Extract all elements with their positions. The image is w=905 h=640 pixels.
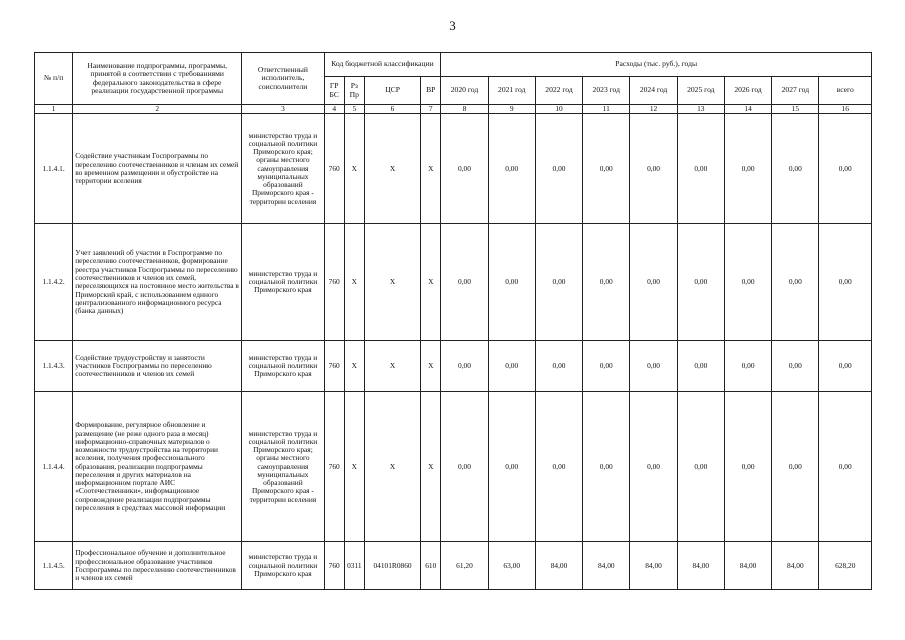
- row-value: 0,00: [724, 224, 771, 341]
- row-value: 0,00: [535, 114, 582, 224]
- row-total: 0,00: [819, 224, 872, 341]
- row-name: Формирование, регулярное обновление и размещение (не реже одного раза в месяц) информационно-справочных материалов о возможности трудоустройства на территории вселения, получения профессионального образования, реализации подпрограммы переселения и других материалов на информационном портале АИС «Соотечественники», информационное сопровождение реализации подпрограммы переселения в средствах массовой информации: [73, 392, 242, 542]
- col-number: 9: [488, 105, 535, 114]
- row-num: 1.1.4.1.: [35, 114, 73, 224]
- row-value: 0,00: [441, 341, 488, 392]
- row-grbs: 760: [324, 224, 344, 341]
- col-number: 15: [772, 105, 819, 114]
- row-vr: Х: [421, 114, 441, 224]
- header-executor: Ответственный исполнитель, соисполнители: [242, 53, 324, 105]
- row-name: Содействие участникам Госпрограммы по переселению соотечественников и членам их семей во временном размещении и обустройстве на территории вселения: [73, 114, 242, 224]
- col-number: 11: [583, 105, 630, 114]
- row-value: 0,00: [630, 392, 677, 542]
- row-value: 0,00: [724, 392, 771, 542]
- col-number: 4: [324, 105, 344, 114]
- header-num: № п/п: [35, 53, 73, 105]
- row-value: 0,00: [677, 114, 724, 224]
- row-value: 0,00: [630, 341, 677, 392]
- row-value: 84,00: [630, 542, 677, 590]
- row-executor: министерство труда и социальной политики Приморского края: [242, 224, 324, 341]
- row-csr: 04101R0860: [364, 542, 420, 590]
- row-value: 0,00: [441, 392, 488, 542]
- table-row: [35, 392, 872, 542]
- col-number: 16: [819, 105, 872, 114]
- col-number: 5: [344, 105, 364, 114]
- header-year: 2026 год: [724, 77, 771, 105]
- col-number: 6: [364, 105, 420, 114]
- col-number: 3: [242, 105, 324, 114]
- row-value: 84,00: [535, 542, 582, 590]
- header-year: 2024 год: [630, 77, 677, 105]
- header-csr: ЦСР: [364, 77, 420, 105]
- row-value: 0,00: [724, 341, 771, 392]
- row-executor: министерство труда и социальной политики Приморского края; органы местного самоуправления муниципальных образований Приморского края - территории вселения: [242, 392, 324, 542]
- col-number: 8: [441, 105, 488, 114]
- table-row: [35, 341, 872, 392]
- header-year: 2023 год: [583, 77, 630, 105]
- row-num: 1.1.4.3.: [35, 341, 73, 392]
- row-vr: Х: [421, 392, 441, 542]
- row-value: 0,00: [583, 392, 630, 542]
- row-rzpr: Х: [344, 392, 364, 542]
- page-number: 3: [449, 18, 456, 33]
- row-value: 0,00: [772, 224, 819, 341]
- row-grbs: 760: [324, 392, 344, 542]
- row-num: 1.1.4.4.: [35, 392, 73, 542]
- row-value: 0,00: [441, 224, 488, 341]
- row-value: 0,00: [772, 114, 819, 224]
- row-value: 0,00: [488, 224, 535, 341]
- table-row: [35, 542, 872, 590]
- row-num: 1.1.4.5.: [35, 542, 73, 590]
- row-executor: министерство труда и социальной политики Приморского края: [242, 542, 324, 590]
- header-vr: ВР: [421, 77, 441, 105]
- row-value: 61,20: [441, 542, 488, 590]
- row-name: Учет заявлений об участии в Госпрограмме по переселению соотечественников, формирование реестра участников Госпрограммы по переселению соотечественников и членов их семей, переселяющихся на постоянное место жительства в Приморский край, с использованием единого централизованного информационного ресурса (банка данных): [73, 224, 242, 341]
- row-total: 0,00: [819, 114, 872, 224]
- row-num: 1.1.4.2.: [35, 224, 73, 341]
- header-rzpr: Рз Пр: [344, 77, 364, 105]
- row-grbs: 760: [324, 542, 344, 590]
- row-rzpr: Х: [344, 114, 364, 224]
- row-vr: Х: [421, 224, 441, 341]
- row-executor: министерство труда и социальной политики Приморского края: [242, 341, 324, 392]
- row-value: 84,00: [772, 542, 819, 590]
- header-expenses: Расходы (тыс. руб.), годы: [441, 53, 872, 77]
- row-value: 0,00: [488, 392, 535, 542]
- header-year: 2021 год: [488, 77, 535, 105]
- col-number: 1: [35, 105, 73, 114]
- col-number: 13: [677, 105, 724, 114]
- col-number: 2: [73, 105, 242, 114]
- row-value: 0,00: [583, 224, 630, 341]
- row-csr: Х: [364, 392, 420, 542]
- row-value: 0,00: [772, 341, 819, 392]
- row-value: 84,00: [724, 542, 771, 590]
- row-vr: Х: [421, 341, 441, 392]
- row-value: 0,00: [630, 224, 677, 341]
- header-name: Наименование подпрограммы, программы, принятой в соответствии с требованиями федерального законодательства в сфере реализации государственной программы: [73, 53, 242, 105]
- col-number: 10: [535, 105, 582, 114]
- row-rzpr: 0311: [344, 542, 364, 590]
- header-total: всего: [819, 77, 872, 105]
- row-value: 0,00: [677, 392, 724, 542]
- col-number: 7: [421, 105, 441, 114]
- row-grbs: 760: [324, 114, 344, 224]
- row-value: 0,00: [488, 341, 535, 392]
- row-name: Содействие трудоустройству и занятости участников Госпрограммы по переселению соотечественников и членов их семей: [73, 341, 242, 392]
- row-csr: Х: [364, 224, 420, 341]
- row-value: 0,00: [630, 114, 677, 224]
- row-total: 0,00: [819, 341, 872, 392]
- col-number: 14: [724, 105, 771, 114]
- header-budget-code: Код бюджетной классификации: [324, 53, 441, 77]
- row-vr: 610: [421, 542, 441, 590]
- row-value: 0,00: [772, 392, 819, 542]
- row-value: 0,00: [488, 114, 535, 224]
- row-csr: Х: [364, 114, 420, 224]
- row-name: Профессиональное обучение и дополнительное профессиональное образование участников Госпрограммы по переселению соотечественников и членов их семей: [73, 542, 242, 590]
- row-value: 0,00: [535, 341, 582, 392]
- row-total: 628,20: [819, 542, 872, 590]
- header-year: 2027 год: [772, 77, 819, 105]
- row-rzpr: Х: [344, 341, 364, 392]
- header-year: 2022 год: [535, 77, 582, 105]
- table-row: [35, 114, 872, 224]
- table-row: [35, 224, 872, 341]
- col-number: 12: [630, 105, 677, 114]
- row-executor: министерство труда и социальной политики Приморского края; органы местного самоуправления муниципальных образований Приморского края - территории вселения: [242, 114, 324, 224]
- header-year: 2020 год: [441, 77, 488, 105]
- column-numbers-row: [35, 105, 872, 114]
- row-value: 0,00: [677, 224, 724, 341]
- row-value: 84,00: [677, 542, 724, 590]
- row-value: 0,00: [677, 341, 724, 392]
- row-value: 63,00: [488, 542, 535, 590]
- row-value: 0,00: [441, 114, 488, 224]
- expenses-table: [34, 52, 872, 590]
- row-grbs: 760: [324, 341, 344, 392]
- row-total: 0,00: [819, 392, 872, 542]
- row-csr: Х: [364, 341, 420, 392]
- row-value: 84,00: [583, 542, 630, 590]
- header-grbs: ГР БС: [324, 77, 344, 105]
- row-value: 0,00: [724, 114, 771, 224]
- row-value: 0,00: [583, 114, 630, 224]
- row-rzpr: Х: [344, 224, 364, 341]
- row-value: 0,00: [583, 341, 630, 392]
- row-value: 0,00: [535, 392, 582, 542]
- header-year: 2025 год: [677, 77, 724, 105]
- row-value: 0,00: [535, 224, 582, 341]
